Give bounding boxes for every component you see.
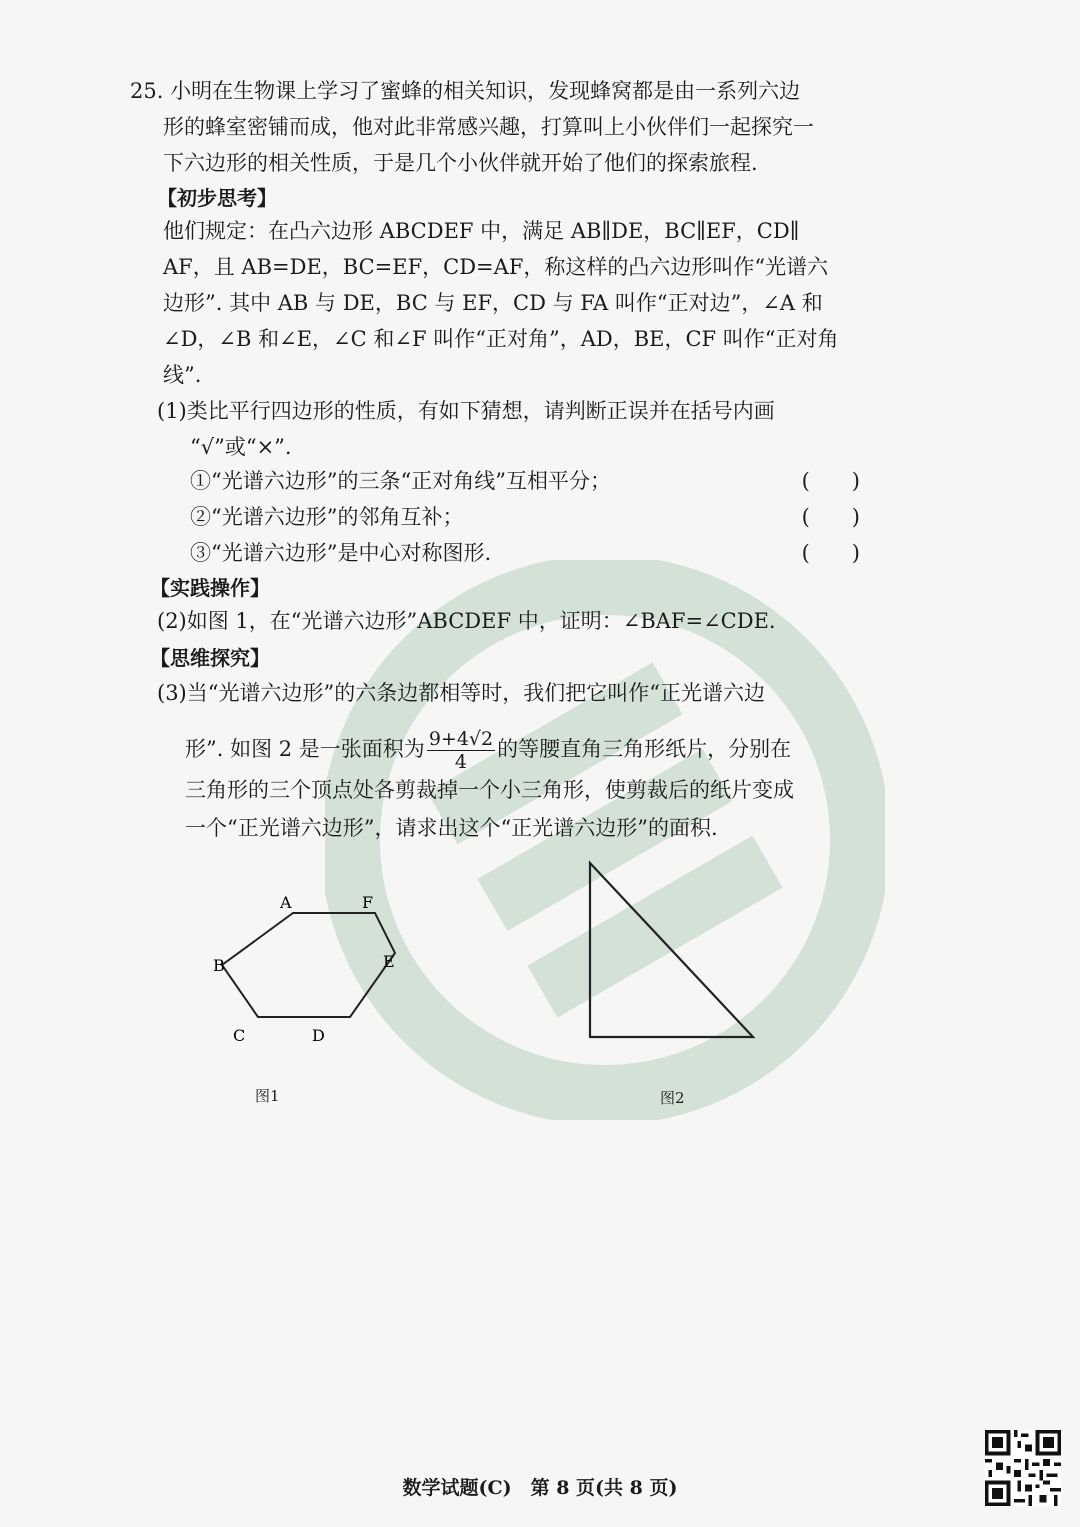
judgement-text: ①“光谱六边形”的三条“正对角线”互相平分； <box>190 469 611 493</box>
problem-intro-line-1: 25. 小明在生物课上学习了蜜蜂的相关知识，发现蜂窝都是由一系列六边 <box>130 79 801 103</box>
definition-line-5: 线”. <box>163 363 202 387</box>
judgement-text: ②“光谱六边形”的邻角互补； <box>190 505 464 529</box>
definition-line-4: ∠D，∠B 和∠E，∠C 和∠F 叫作“正对角”，AD，BE，CF 叫作“正对角 <box>163 327 839 351</box>
question-2: (2)如图 1，在“光谱六边形”ABCDEF 中，证明：∠BAF=∠CDE. <box>157 609 776 633</box>
definition-line-3: 边形”. 其中 AB 与 DE，BC 与 EF，CD 与 FA 叫作“正对边”，∠A 和 <box>163 291 823 315</box>
vertex-label-f: F <box>362 893 374 912</box>
vertex-label-e: E <box>383 952 395 971</box>
question-3-text-before: 形”. 如图 2 是一张面积为 <box>185 737 425 761</box>
figure-1-caption: 图1 <box>255 1087 280 1105</box>
figure-2-triangle <box>580 855 765 1045</box>
fraction-numerator: 9+4√2 <box>428 728 494 750</box>
definition-line-2: AF，且 AB=DE，BC=EF，CD=AF，称这样的凸六边形叫作“光谱六 <box>163 255 829 279</box>
area-fraction <box>427 728 495 773</box>
answer-blank: ( ) <box>801 469 860 493</box>
question-3-line-1: (3)当“光谱六边形”的六条边都相等时，我们把它叫作“正光谱六边 <box>157 681 765 705</box>
answer-blank: ( ) <box>801 541 860 565</box>
vertex-label-a: A <box>280 893 292 912</box>
question-3-text-after: 的等腰直角三角形纸片，分别在 <box>497 737 792 761</box>
definition-line-1: 他们规定：在凸六边形 ABCDEF 中，满足 AB∥DE，BC∥EF，CD∥ <box>163 219 800 243</box>
question-1-line-1: (1)类比平行四边形的性质，有如下猜想，请判断正误并在括号内画 <box>157 399 775 423</box>
figure-1-hexagon <box>200 885 420 1055</box>
problem-intro-line-2: 形的蜂室密铺而成，他对此非常感兴趣，打算叫上小伙伴们一起探究一 <box>163 115 814 139</box>
vertex-label-d: D <box>312 1026 325 1045</box>
question-3-line-4: 一个“正光谱六边形”，请求出这个“正光谱六边形”的面积. <box>185 816 718 840</box>
fraction-denominator: 4 <box>454 751 467 773</box>
judgement-item-3 <box>190 538 860 568</box>
question-3-line-3: 三角形的三个顶点处各剪裁掉一个小三角形，使剪裁后的纸片变成 <box>185 778 794 802</box>
section-heading-exploration: 【思维探究】 <box>150 646 270 670</box>
hexagon-shape <box>222 913 395 1017</box>
section-heading-practice: 【实践操作】 <box>150 576 270 600</box>
vertex-label-c: C <box>233 1026 246 1045</box>
judgement-item-2 <box>190 502 860 532</box>
judgement-text: ③“光谱六边形”是中心对称图形. <box>190 541 492 565</box>
answer-blank: ( ) <box>801 505 860 529</box>
page-footer: 数学试题(C) 第 8 页(共 8 页) <box>402 1477 678 1499</box>
vertex-label-b: B <box>213 956 225 975</box>
question-1-line-2: “√”或“×”. <box>190 435 292 459</box>
triangle-shape <box>590 863 753 1037</box>
problem-intro-line-3: 下六边形的相关性质，于是几个小伙伴就开始了他们的探索旅程. <box>163 151 758 175</box>
figure-2-caption: 图2 <box>660 1089 685 1107</box>
question-3-line-2 <box>185 728 791 773</box>
section-heading-initial-thinking: 【初步思考】 <box>157 186 277 210</box>
judgement-item-1 <box>190 466 860 496</box>
